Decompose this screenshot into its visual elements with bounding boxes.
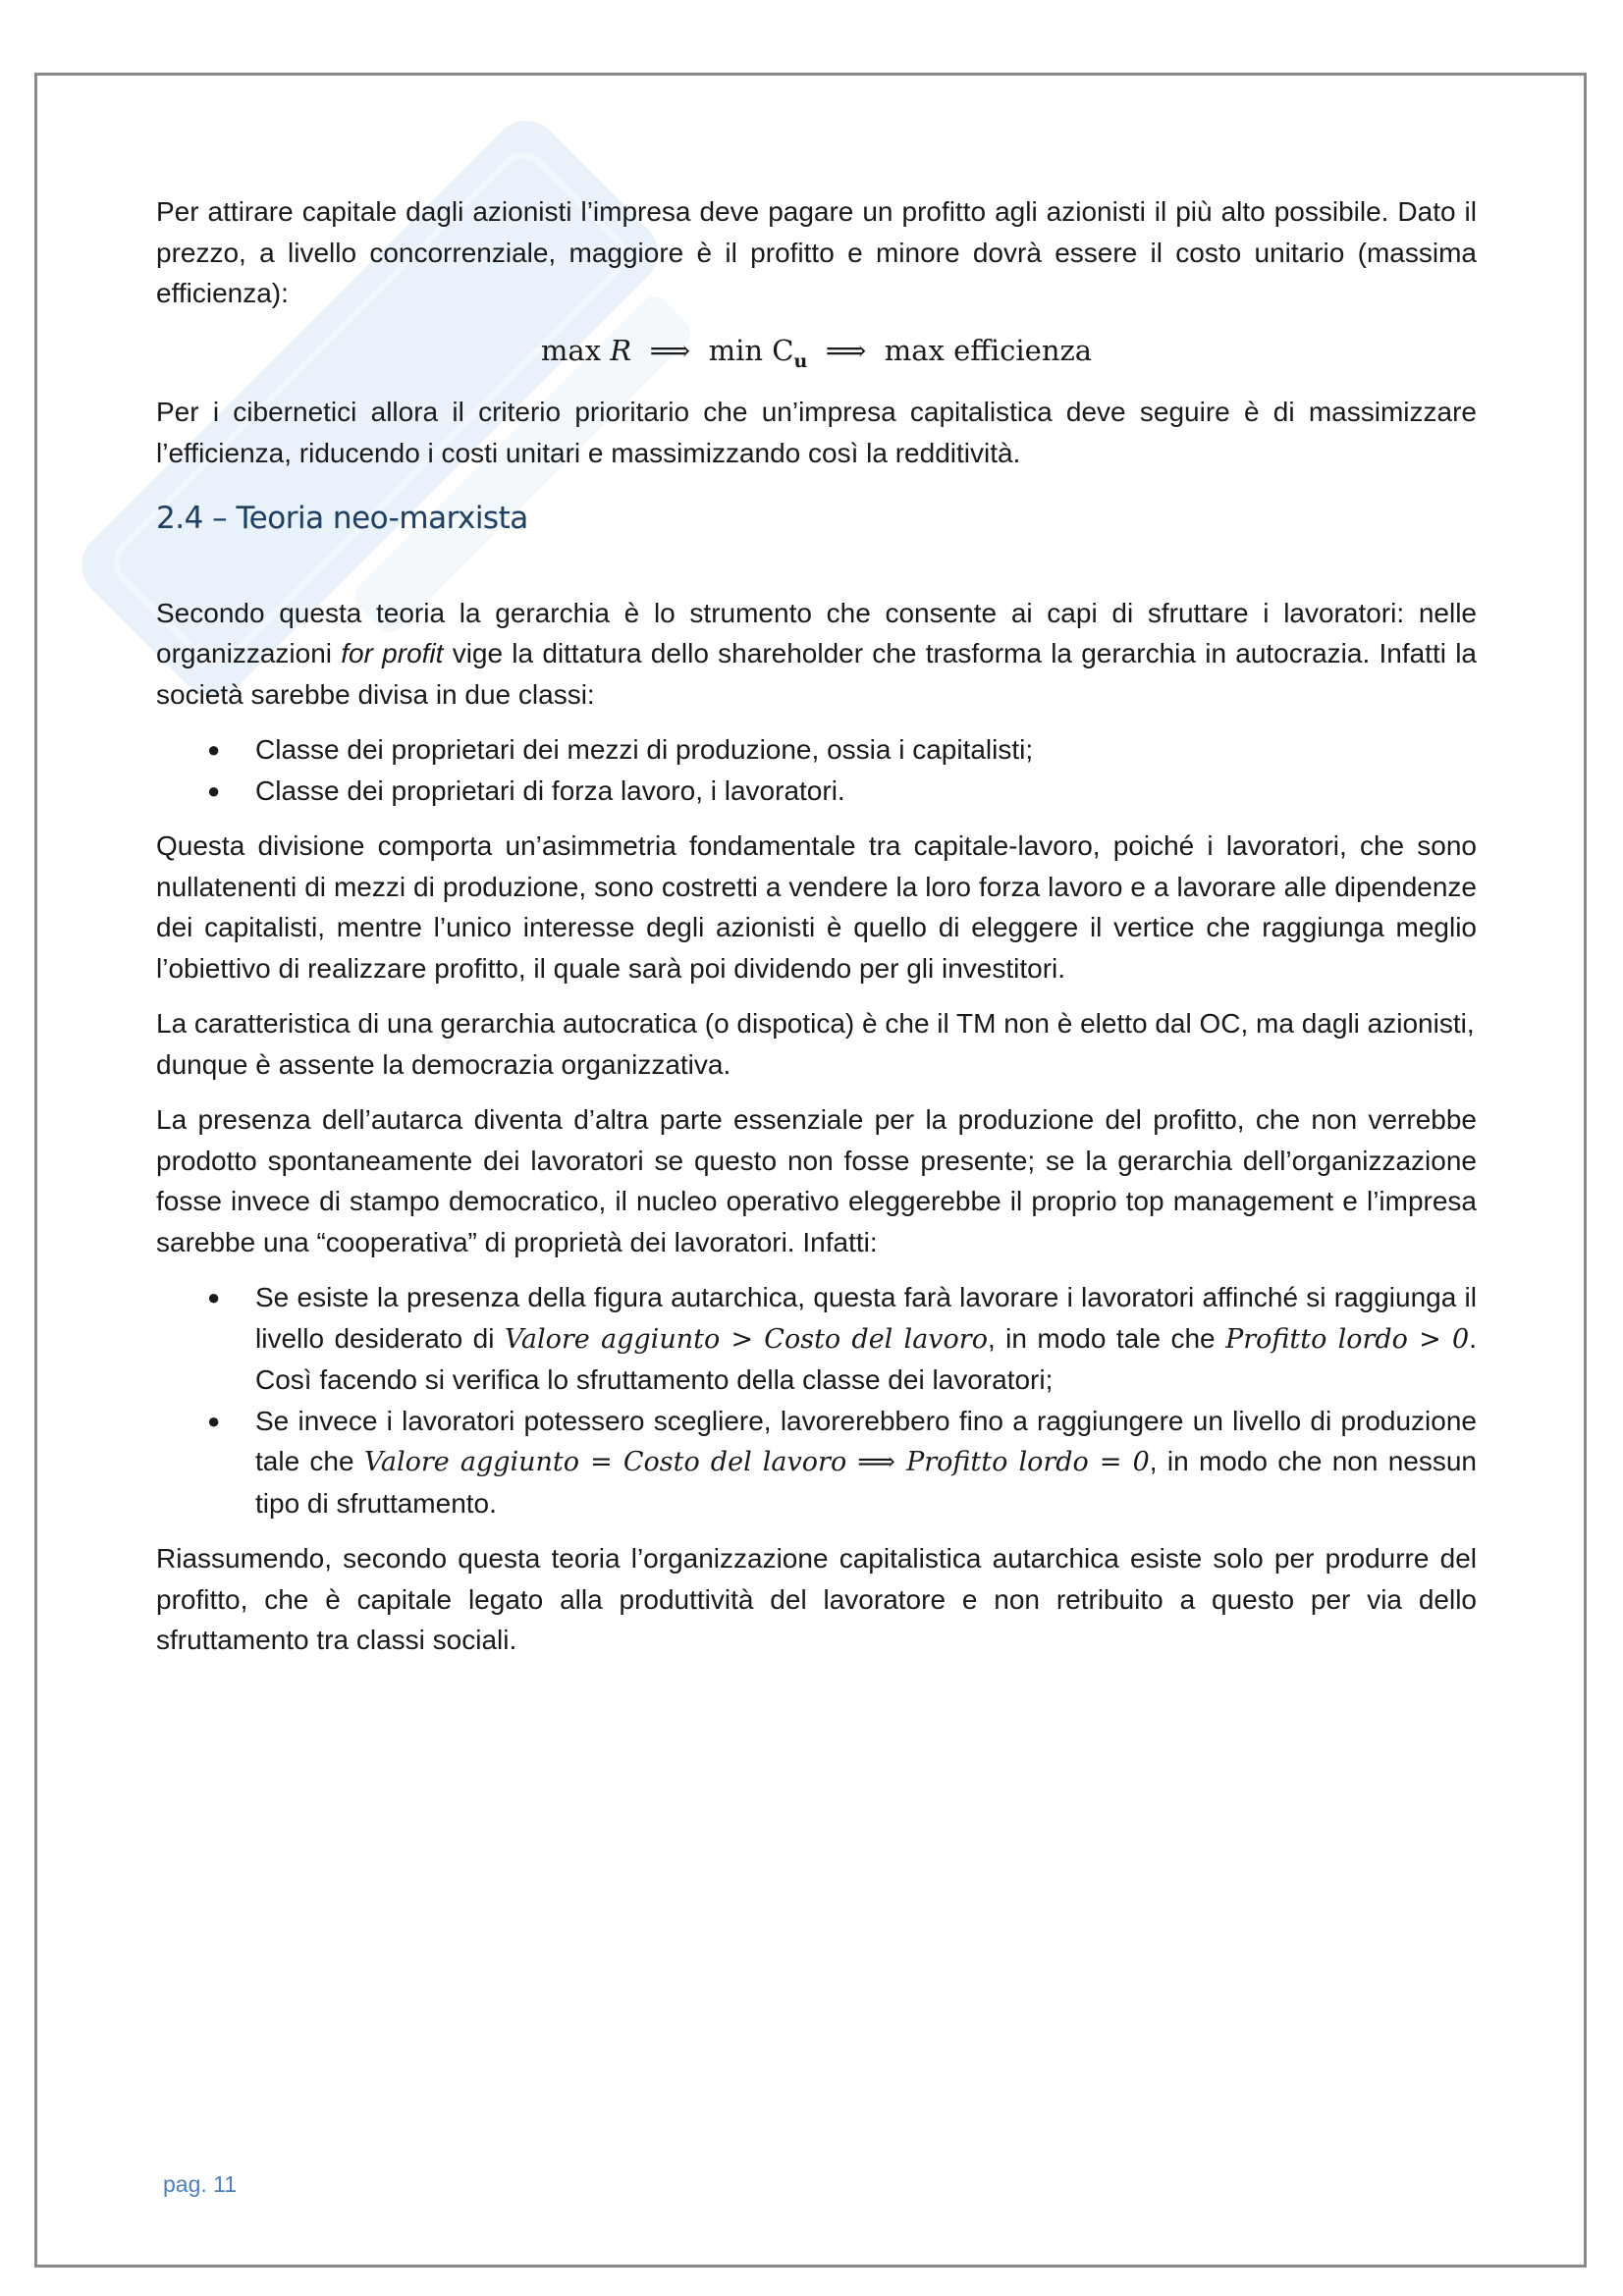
formula-r: R: [610, 333, 632, 367]
math-expression: Profitto lordo > 0: [1225, 1323, 1470, 1355]
formula-max-efficiency-label: max efficienza: [884, 333, 1093, 367]
formula-min: min: [708, 333, 764, 367]
list-item-text: Se esiste la presenza della figura autarchica, questa farà lavorare i lavoratori affinché si raggiunga il livello desiderato di: [255, 1282, 1477, 1354]
list-item: [156, 771, 1477, 812]
document-body: [156, 191, 1477, 1676]
formula-c: C: [772, 333, 794, 367]
math-expression: Valore aggiunto = Costo del lavoro ⟹ Profitto lordo = 0: [363, 1447, 1150, 1478]
list-item-text: , in modo tale che: [987, 1322, 1226, 1354]
list-item: [156, 1277, 1477, 1401]
paragraph-summary: Riassumendo, secondo questa teoria l’organizzazione capitalistica autarchica esiste solo per produrre del profitto, che è capitale legato alla produttività del lavoratore e non retribuito a questo per via dello sfruttamento tra classi sociali.: [156, 1543, 1477, 1656]
classes-list: [156, 729, 1477, 811]
paragraph-theory: [156, 593, 1477, 716]
paragraph-asymmetry: Questa divisione comporta un’asimmetria fondamentale tra capitale-lavoro, poiché i lavoratori, che sono nullatenenti di mezzi di produzione, sono costretti a vendere la loro forza lavoro e a lavorare alle dipendenze dei capitalisti, mentre l’unico interesse degli azionisti è quello di eleggere il vertice che raggiunga meglio l’obiettivo di realizzare profitto, il quale sarà poi dividendo per gli investitori.: [156, 830, 1477, 984]
for-profit-italic: for profit: [341, 638, 444, 669]
paragraph-cybernetics: Per i cibernetici allora il criterio prioritario che un’impresa capitalistica deve seguire è di massimizzare l’efficienza, riducendo i costi unitari e massimizzando così la redditività.: [156, 397, 1477, 468]
paragraph-autarch: La presenza dell’autarca diventa d’altra parte essenziale per la produzione del profitto, che non verrebbe prodotto spontaneamente dei lavoratori se questo non fosse presente; se la gerarchia dell’organizzazione fosse invece di stampo democratico, il nucleo operativo eleggerebbe il proprio top management e l’impresa sarebbe una “cooperativa” di proprietà dei lavoratori. Infatti:: [156, 1104, 1477, 1257]
formula-max: max: [540, 333, 602, 367]
paragraph-theory-end: vige la dittatura dello shareholder che trasforma la gerarchia in autocrazia. Infatti la società sarebbe divisa in due classi:: [156, 638, 1478, 710]
list-item-text: . Così facendo si verifica lo sfruttamento della classe dei lavoratori;: [255, 1322, 1477, 1396]
bullet-icon: ●: [207, 737, 221, 763]
math-expression: Valore aggiunto > Costo del lavoro: [504, 1323, 988, 1355]
paragraph-autocracy: La caratteristica di una gerarchia autocratica (o dispotica) è che il TM non è eletto dal OC, ma dagli azionisti, dunque è assente la democrazia organizzativa.: [156, 1008, 1475, 1080]
list-item-text: Se invece i lavoratori potessero scegliere, lavorerebbero fino a raggiungere un livello di produzione tale che: [255, 1405, 1477, 1477]
list-item-text: , in modo che non nessun tipo di sfruttamento.: [255, 1446, 1477, 1519]
list-item-text: Classe dei proprietari dei mezzi di produzione, ossia i capitalisti;: [255, 734, 1034, 766]
section-title: 2.4 – Teoria neo-marxista: [156, 501, 528, 537]
paragraph-intro: Per attirare capitale dagli azionisti l’impresa deve pagare un profitto agli azionisti il più alto possibile. Dato il prezzo, a livello concorrenziale, maggiore è il profitto e minore dovrà essere il costo unitario (massima efficienza):: [156, 196, 1477, 308]
paragraph-theory-start: Secondo questa teoria la gerarchia è lo strumento che consente ai capi di sfruttare i lavoratori: nelle organizzazioni: [156, 597, 1477, 669]
list-item-text: Classe dei proprietari di forza lavoro, i lavoratori.: [255, 774, 845, 806]
formula-arrow-1: ⟹: [649, 333, 691, 367]
list-item: [156, 729, 1477, 771]
autarchy-list: [156, 1277, 1477, 1523]
formula-max-efficiency: [156, 329, 1477, 383]
page-number: pag. 11: [163, 2171, 238, 2197]
bullet-icon: ●: [207, 777, 221, 803]
bullet-icon: ●: [207, 1408, 221, 1433]
bullet-icon: ●: [207, 1285, 221, 1310]
list-item: [156, 1401, 1477, 1524]
formula-arrow-2: ⟹: [825, 333, 867, 367]
formula-c-sub: u: [793, 349, 808, 372]
